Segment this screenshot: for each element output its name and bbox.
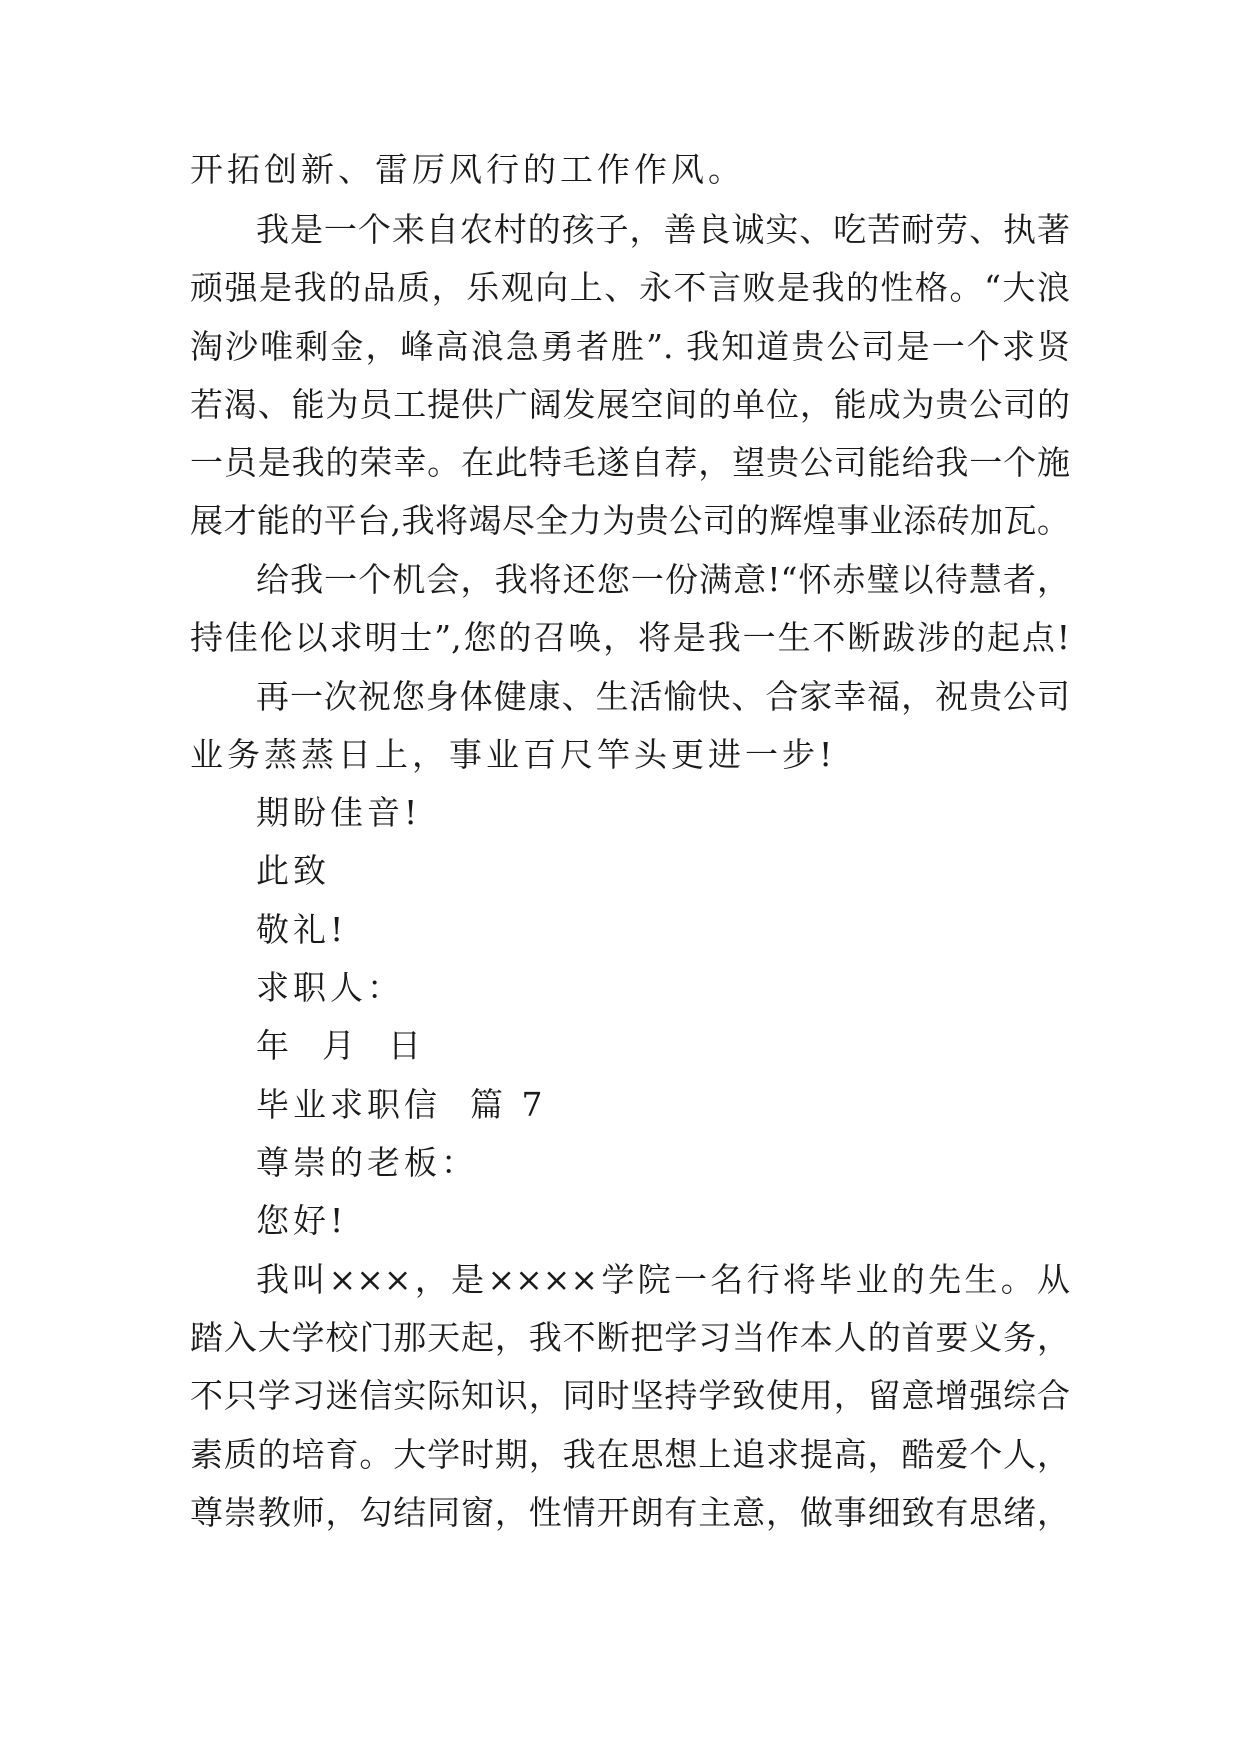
closing-line: 此致 xyxy=(256,851,330,890)
body-text-line: 尊崇教师，勾结同窗，性情开朗有主意，做事细致有思绪， xyxy=(190,1493,1070,1532)
body-text-line: 不只学习迷信实际知识，同时坚持学致使用，留意增强综合 xyxy=(190,1376,1070,1415)
body-text-line: 淘沙唯剩金，峰高浪急勇者胜”. 我知道贵公司是一个求贤 xyxy=(190,327,1070,366)
body-text-line: 开拓创新、雷厉风行的工作作风。 xyxy=(190,150,745,189)
closing-line: 期盼佳音! xyxy=(256,793,422,832)
section-heading: 毕业求职信 篇 7 xyxy=(256,1085,547,1124)
signature-line: 求职人： xyxy=(256,968,404,1007)
body-text-line: 业务蒸蒸日上，事业百尺竿头更进一步! xyxy=(190,735,837,774)
date-line: 年 月 日 xyxy=(256,1026,425,1065)
body-text-line: 若渴、能为员工提供广阔发展空间的单位，能成为贵公司的 xyxy=(190,385,1070,424)
body-text-line: 展才能的平台,我将竭尽全力为贵公司的辉煌事业添砖加瓦。 xyxy=(190,501,1070,540)
salutation-line: 尊崇的老板： xyxy=(256,1143,478,1182)
paragraph-first-line: 再一次祝您身体健康、生活愉快、合家幸福，祝贵公司 xyxy=(256,677,1070,716)
paragraph-first-line: 我是一个来自农村的孩子，善良诚实、吃苦耐劳、执著 xyxy=(256,210,1070,249)
body-text-line: 顽强是我的品质，乐观向上、永不言败是我的性格。“大浪 xyxy=(190,268,1070,307)
greeting-line: 您好! xyxy=(256,1201,348,1240)
paragraph-first-line: 给我一个机会，我将还您一份满意!“怀赤璧以待慧者， xyxy=(256,560,1070,599)
body-text-line: 素质的培育。大学时期，我在思想上追求提高，酷爱个人， xyxy=(190,1435,1070,1474)
closing-line: 敬礼! xyxy=(256,910,348,949)
body-text-line: 持佳伦以求明士”,您的召唤，将是我一生不断跋涉的起点! xyxy=(190,618,1070,657)
body-text-line: 踏入大学校门那天起，我不断把学习当作本人的首要义务， xyxy=(190,1318,1070,1357)
paragraph-first-line: 我叫×××，是××××学院一名行将毕业的先生。从 xyxy=(256,1260,1070,1299)
body-text-line: 一员是我的荣幸。在此特毛遂自荐，望贵公司能给我一个施 xyxy=(190,443,1070,482)
